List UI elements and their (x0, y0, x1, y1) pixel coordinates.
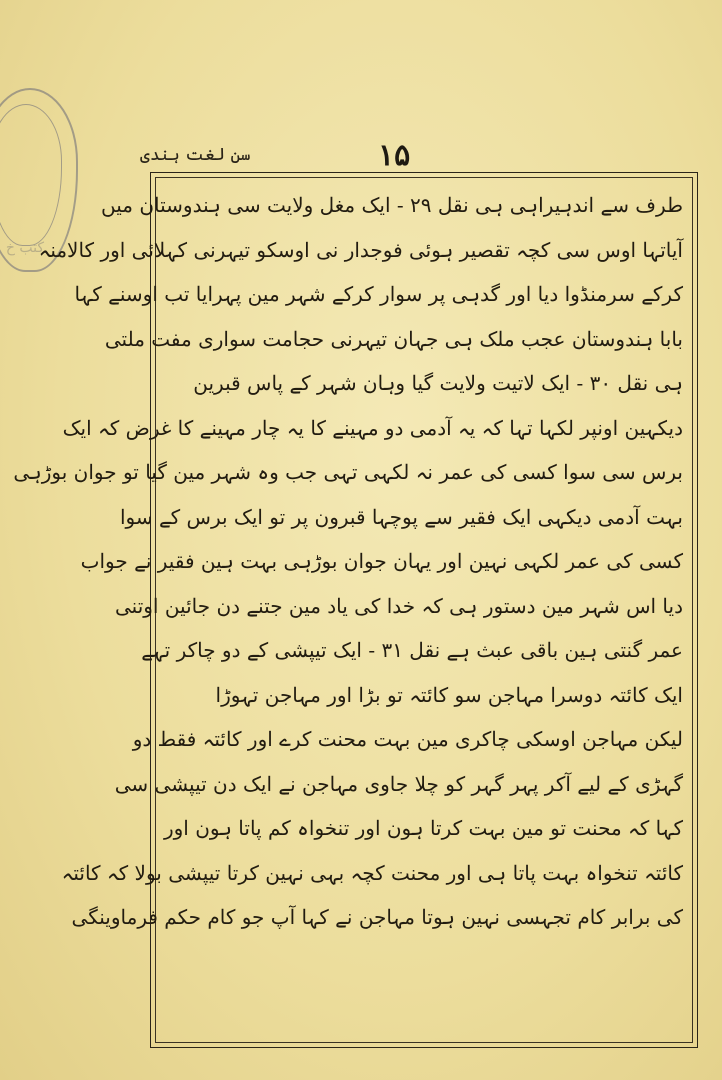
text-line: کہا کہ محنت تو مین بہت کرتا ہون اور تنخواہ کم پاتا ہون اور (163, 816, 683, 840)
text-line: طرف سے اندہیراہی ہی نقل ۲۹ - ایک مغل ولایت سی ہندوستان میں (101, 193, 683, 217)
text-line: دیکہین اونپر لکہا تہا کہ یہ آدمی دو مہینے کا یہ چار مہینے کا غرض کہ ایک (62, 415, 683, 440)
text-line: کائتہ تنخواہ بہت پاتا ہی اور محنت کچہ بہی نہین کرتا تیپشی بولا کہ کائتہ (61, 860, 683, 885)
seal-inner-ring (0, 104, 62, 246)
seal-text: کتب خ (5, 240, 44, 256)
text-line: کرکے سرمنڈوا دیا اور گدہی پر سوار کرکے شہر مین پہرایا تب اوسنے کہا (74, 282, 683, 306)
text-line: کی برابر کام تجہسی نہین ہوتا مہاجن نے کہا آپ جو کام حکم فرماوینگی (71, 905, 683, 929)
text-line: بابا ہندوستان عجب ملک ہی جہان تیہرنی حجامت سواری مفت ملتی (104, 326, 683, 351)
text-line: بہت آدمی دیکہی ایک فقیر سے پوچہا قبرون پر تو ایک برس کے سوا (119, 504, 683, 529)
text-line: لیکن مہاجن اوسکی چاکری مین بہت محنت کرے اور کائتہ فقط دو (132, 727, 683, 751)
text-line: گہڑی کے لیے آکر پہر گہر کو چلا جاوی مہاجن نے ایک دن تیپشی سی (114, 771, 683, 796)
page-number: ۱۵ (378, 138, 411, 173)
text-line: آیاتہا اوس سی کچہ تقصیر ہوئی فوجدار نی اوسکو تیہرنی کہلائی اور کالامنہ (38, 237, 683, 262)
text-line: ہی نقل ۳۰ - ایک لاتیت ولایت گیا وہان شہر کے پاس قبرین (193, 371, 683, 395)
text-line: برس سی سوا کسی کی عمر نہ لکہی تہی جب وہ شہر مین گیا تو جوان بوڑہی (13, 460, 683, 484)
text-line: دیا اس شہر مین دستور ہی کہ خدا کی یاد مین جتنے دن جائین اوتنی (114, 593, 683, 618)
text-line: ایک کائتہ دوسرا مہاجن سو کائتہ تو بڑا اور مہاجن تہوڑا (215, 682, 683, 707)
text-line: عمر گنتی ہین باقی عبث ہے نقل ۳۱ - ایک تیپشی کے دو چاکر تہے (141, 638, 683, 662)
running-title: سن لغت ہندی (140, 145, 251, 165)
text-line: کسی کی عمر لکہی نہین اور یہان جوان بوڑہی بہت ہین فقیر نے جواب (80, 549, 683, 573)
